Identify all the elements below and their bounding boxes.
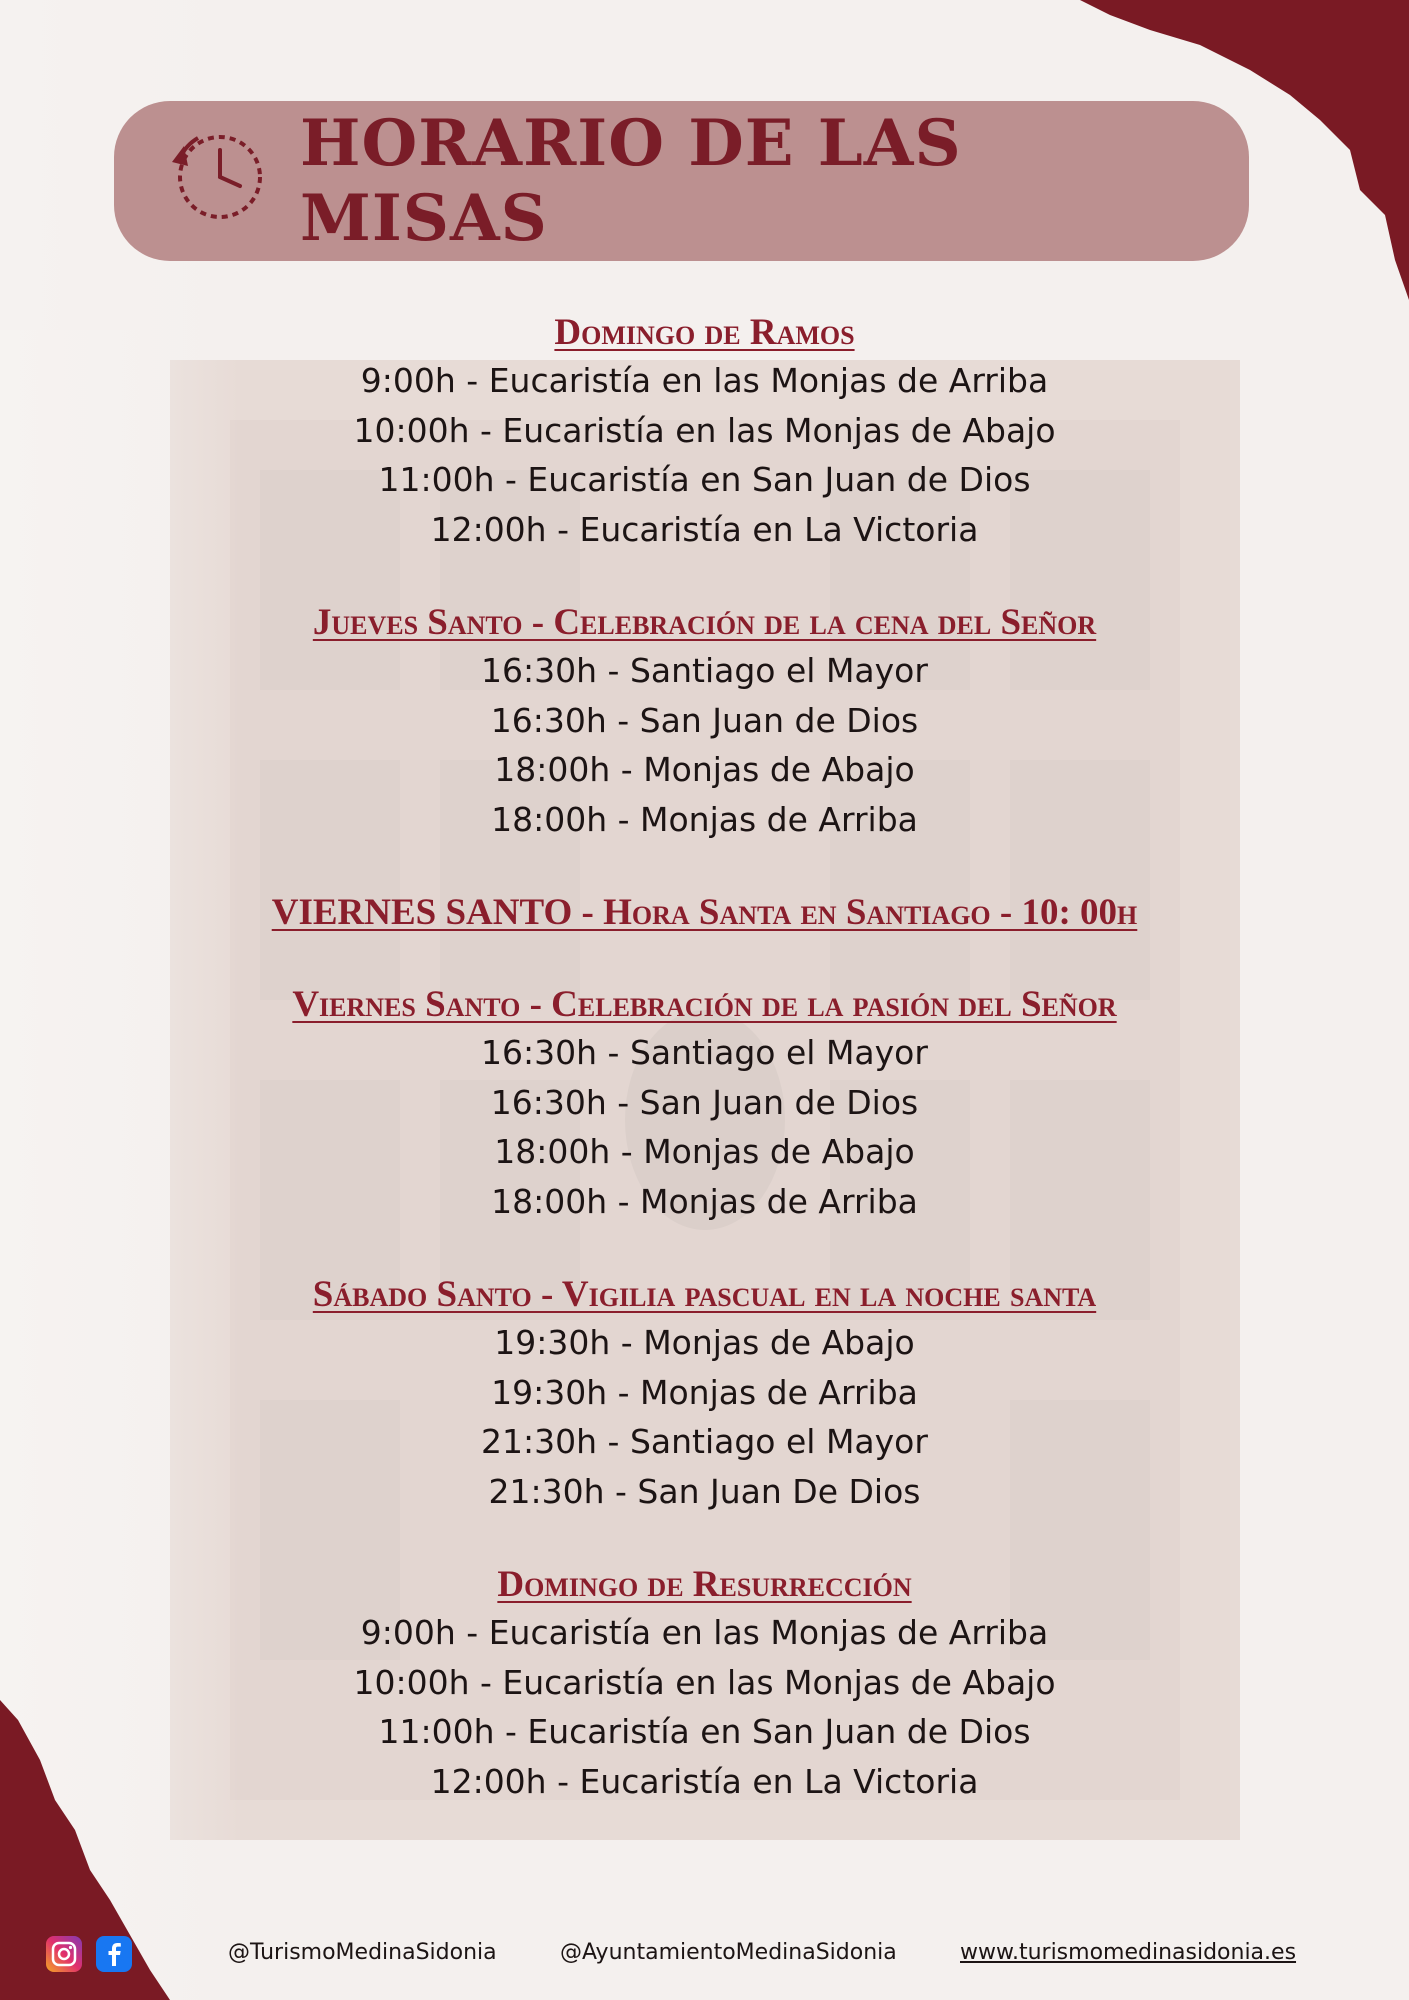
clock-icon	[158, 118, 276, 236]
footer-tourism-handle[interactable]: @TurismoMedinaSidonia	[228, 1940, 497, 1965]
schedule-entry: 16:30h - Santiago el Mayor	[481, 1033, 928, 1072]
schedule-entry: 9:00h - Eucaristía en las Monjas de Arriba	[360, 361, 1049, 400]
schedule-entry: 18:00h - Monjas de Abajo	[494, 1132, 915, 1171]
schedule-entry: 10:00h - Eucaristía en las Monjas de Abajo	[353, 1662, 1056, 1702]
section-heading: VIERNES SANTO - Hora Santa en Santiago - 10: 00h	[271, 892, 1138, 933]
schedule-entry: 10:00h - Eucaristía en las Monjas de Abajo	[353, 410, 1056, 450]
instagram-icon[interactable]	[46, 1936, 82, 1972]
section-domingo-resurreccion	[0, 1562, 1409, 1806]
section-viernes-pasion	[0, 982, 1409, 1226]
facebook-icon[interactable]	[96, 1936, 132, 1972]
schedule-entry: 16:30h - San Juan de Dios	[490, 1082, 919, 1122]
schedule-entry: 18:00h - Monjas de Arriba	[491, 1181, 918, 1221]
section-heading: Viernes Santo - Celebración de la pasión del Señor	[292, 984, 1117, 1025]
section-viernes-hora-santa	[0, 890, 1409, 936]
section-heading: Domingo de Ramos	[554, 312, 855, 353]
schedule-entry: 21:30h - Santiago el Mayor	[481, 1422, 928, 1461]
footer-council-handle[interactable]: @AyuntamientoMedinaSidonia	[560, 1940, 897, 1965]
schedule-entry: 9:00h - Eucaristía en las Monjas de Arriba	[360, 1613, 1049, 1652]
schedule	[0, 310, 1409, 1852]
section-sabado-santo	[0, 1272, 1409, 1516]
section-heading: Domingo de Resurrección	[497, 1564, 912, 1605]
schedule-entry: 11:00h - Eucaristía en San Juan de Dios	[378, 460, 1031, 499]
section-jueves-santo	[0, 600, 1409, 844]
section-heading: Sábado Santo - Vigilia pascual en la noche santa	[312, 1274, 1097, 1315]
footer	[0, 1930, 1409, 1980]
schedule-entry: 16:30h - Santiago el Mayor	[481, 651, 928, 690]
footer-website-link[interactable]: www.turismomedinasidonia.es	[960, 1940, 1297, 1965]
schedule-entry: 12:00h - Eucaristía en La Victoria	[430, 509, 979, 549]
schedule-entry: 12:00h - Eucaristía en La Victoria	[430, 1761, 979, 1801]
schedule-entry: 16:30h - San Juan de Dios	[490, 700, 919, 740]
schedule-entry: 19:30h - Monjas de Abajo	[494, 1323, 915, 1362]
schedule-entry: 19:30h - Monjas de Arriba	[491, 1372, 918, 1412]
schedule-entry: 21:30h - San Juan De Dios	[488, 1471, 921, 1511]
section-heading: Jueves Santo - Celebración de la cena del Señor	[312, 602, 1097, 643]
section-domingo-ramos	[0, 310, 1409, 554]
schedule-entry: 18:00h - Monjas de Arriba	[491, 799, 918, 839]
schedule-entry: 18:00h - Monjas de Abajo	[494, 750, 915, 789]
schedule-entry: 11:00h - Eucaristía en San Juan de Dios	[378, 1712, 1031, 1751]
page-title: HORARIO DE LAS MISAS	[300, 106, 962, 256]
